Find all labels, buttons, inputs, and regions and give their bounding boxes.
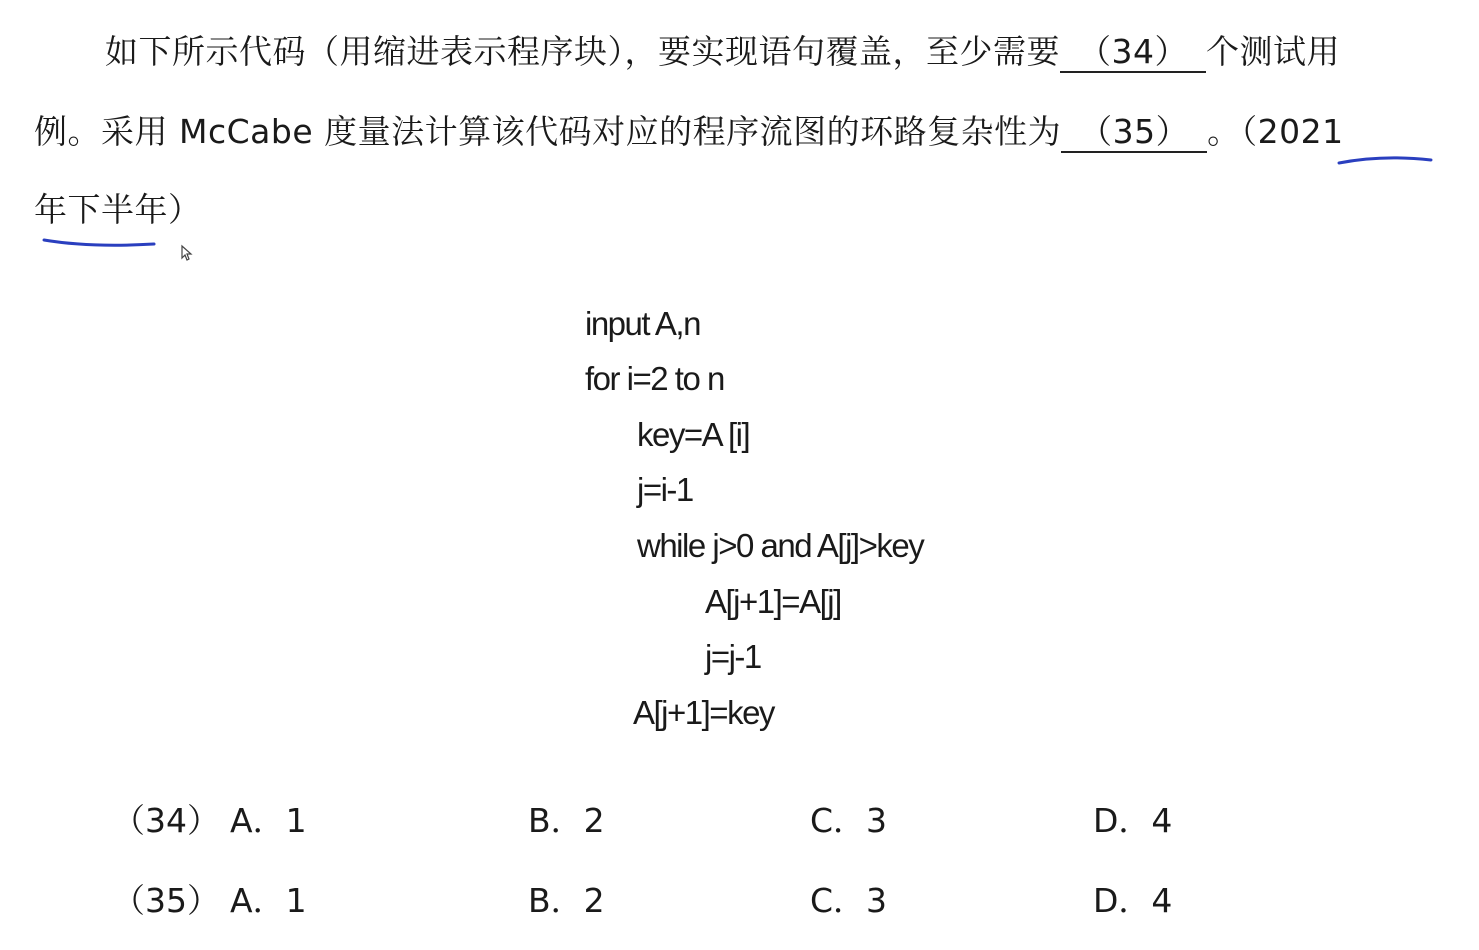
- choice-option-a: A．1: [230, 881, 307, 920]
- question-line-2: [34, 112, 1344, 153]
- choice-row-34: [0, 790, 1479, 840]
- pen-underline-year: [1335, 150, 1435, 170]
- question-line-1-text: 如下所示代码（用缩进表示程序块），要实现语句覆盖，至少需要: [105, 32, 1060, 71]
- question-line-1: [105, 32, 1340, 73]
- code-line: A[j+1]=A[j]: [705, 583, 841, 620]
- mouse-pointer-icon: [180, 244, 194, 262]
- blank-34: （34）: [1060, 33, 1206, 73]
- choice-option-c: C．3: [810, 801, 888, 840]
- choice-option-a: A．1: [230, 801, 307, 840]
- code-line: j=j-1: [705, 638, 761, 675]
- question-line-3: [34, 190, 202, 230]
- code-line: A[j+1]=key: [633, 694, 774, 731]
- pen-underline-half-year: [40, 232, 160, 252]
- code-line: for i=2 to n: [585, 360, 724, 397]
- code-line: key=A [i]: [637, 416, 750, 453]
- choice-option-d: D．4: [1093, 881, 1173, 920]
- blank-35: （35）: [1061, 113, 1207, 153]
- choice-row-35: [0, 870, 1479, 920]
- question-text: [0, 0, 1479, 270]
- choice-question-label: （34）: [112, 801, 220, 840]
- code-line: while j>0 and A[j]>key: [637, 527, 924, 564]
- choice-option-c: C．3: [810, 881, 888, 920]
- choice-option-b: B．2: [528, 801, 605, 840]
- question-line-1-tail: 个测试用: [1206, 32, 1340, 71]
- question-line-3-text: 年下半年）: [34, 190, 202, 229]
- question-line-2-text: 例。采用 McCabe 度量法计算该代码对应的程序流图的环路复杂性为: [34, 112, 1062, 151]
- code-line: input A,n: [585, 305, 700, 342]
- code-line: j=i-1: [637, 471, 693, 508]
- choice-option-b: B．2: [528, 881, 605, 920]
- choice-question-label: （35）: [112, 881, 220, 920]
- question-line-2-tail: 。（2021: [1207, 112, 1344, 151]
- choice-option-d: D．4: [1093, 801, 1173, 840]
